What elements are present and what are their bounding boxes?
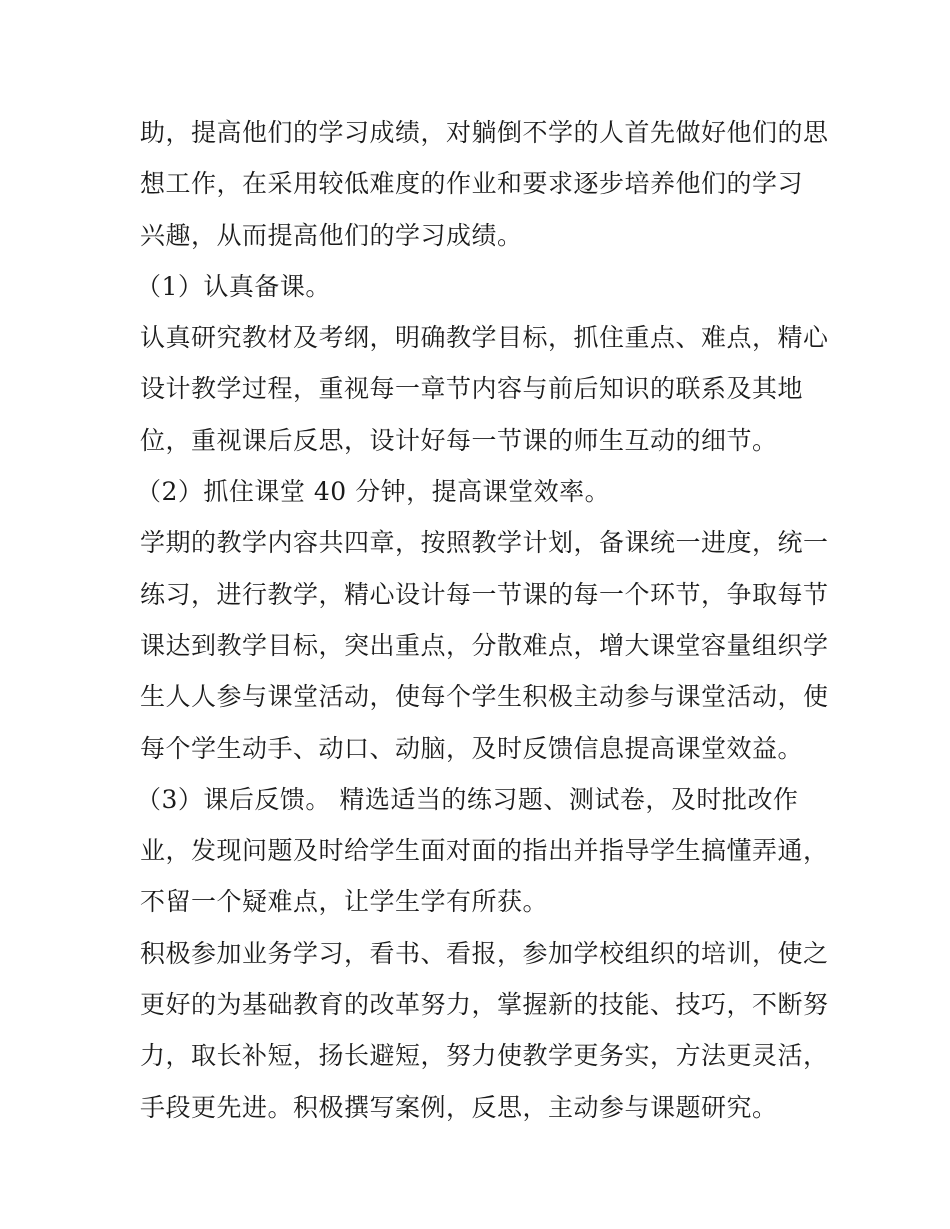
text-line-3: 兴趣，从而提高他们的学习成绩。: [140, 220, 523, 250]
text-line-18: 更好的为基础教育的改革努力，掌握新的技能、技巧，不断努: [140, 990, 829, 1020]
text-line-12: 生人人参与课堂活动，使每个学生积极主动参与课堂活动，使: [140, 682, 829, 712]
text-line-11: 课达到教学目标，突出重点，分散难点，增大课堂容量组织学: [140, 630, 829, 660]
text-line-5: 认真研究教材及考纲，明确教学目标，抓住重点、难点，精心: [140, 323, 829, 353]
text-line-10: 练习，进行教学，精心设计每一节课的每一个环节，争取每节: [140, 579, 829, 609]
text-line-15: 业，发现问题及时给学生面对面的指出并指导学生搞懂弄通，: [140, 836, 829, 866]
text-line-19: 力，取长补短，扬长避短，努力使教学更务实，方法更灵活，: [140, 1041, 829, 1071]
body-text: [136, 107, 829, 1133]
section-heading-2: （2）抓住课堂 40 分钟，提高课堂效率。: [136, 477, 611, 507]
text-line-9: 学期的教学内容共四章，按照教学计划，备课统一进度，统一: [140, 528, 829, 558]
text-line-2: 想工作，在采用较低难度的作业和要求逐步培养他们的学习: [140, 169, 804, 199]
text-line-20: 手段更先进。积极撰写案例，反思，主动参与课题研究。: [140, 1092, 778, 1122]
text-line-17: 积极参加业务学习，看书、看报，参加学校组织的培训，使之: [140, 938, 829, 968]
section-heading-3: （3）课后反馈。 精选适当的练习题、测试卷，及时批改作: [136, 784, 799, 814]
section-heading-1: （1）认真备课。: [136, 271, 331, 301]
text-line-6: 设计教学过程，重视每一章节内容与前后知识的联系及其地: [140, 374, 804, 404]
text-line-1: 助，提高他们的学习成绩，对躺倒不学的人首先做好他们的思: [140, 118, 829, 147]
text-line-16: 不留一个疑难点，让学生学有所获。: [140, 887, 549, 917]
text-line-7: 位，重视课后反思，设计好每一节课的师生互动的细节。: [140, 425, 778, 455]
text-line-13: 每个学生动手、动口、动脑，及时反馈信息提高课堂效益。: [140, 733, 804, 763]
